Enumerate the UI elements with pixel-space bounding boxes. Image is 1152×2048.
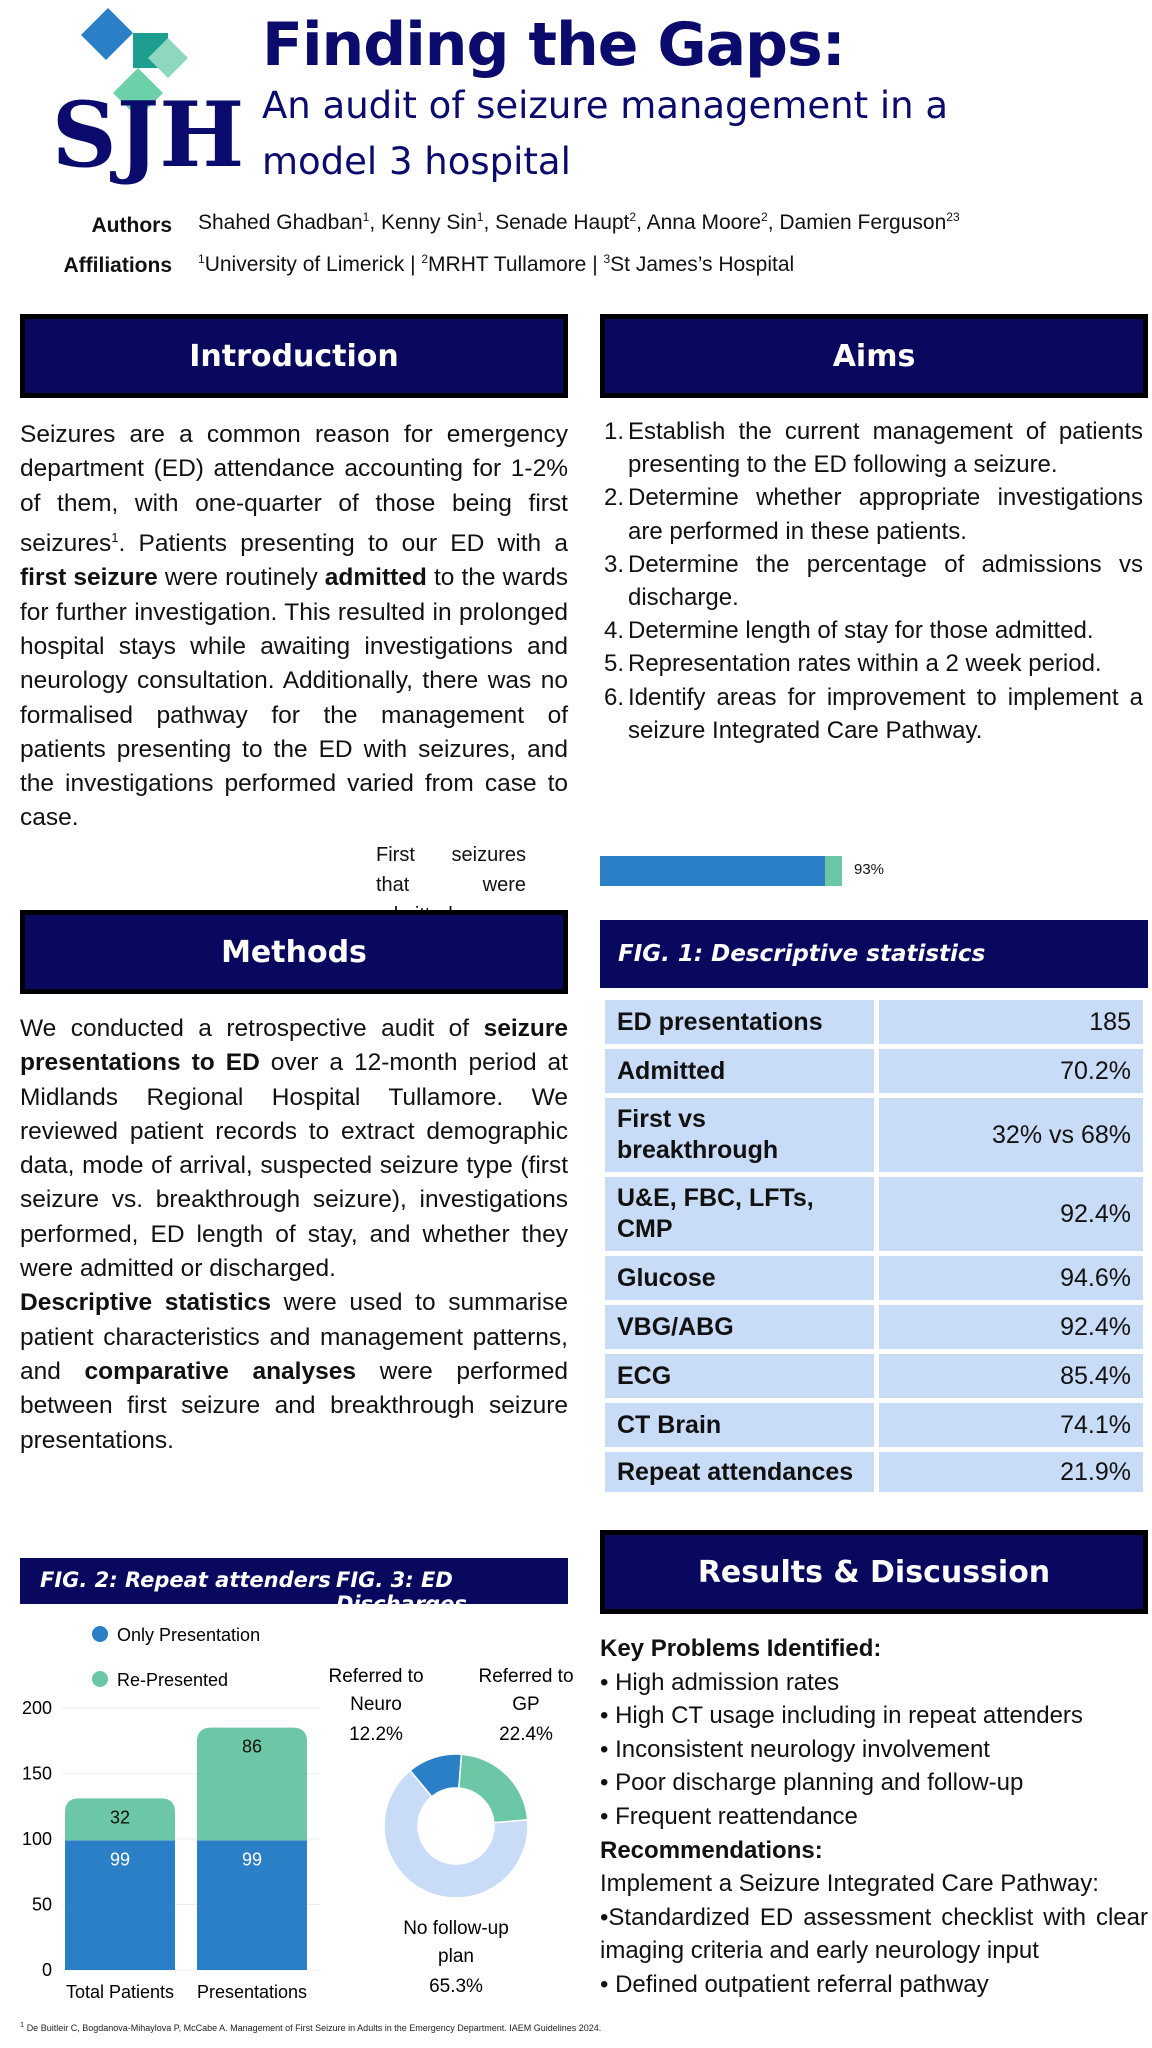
legend-swatch: [92, 1671, 108, 1687]
logo-letters: SJH: [51, 82, 245, 188]
fig1-row-label: ECG: [605, 1354, 874, 1398]
bar-value-label: 99: [109, 1849, 131, 1870]
problem-item: • Inconsistent neurology involvement: [600, 1735, 990, 1763]
recommendation-item: •Standardized ED assessment checklist with clear imaging criteria and early neurology input: [600, 1903, 1148, 1965]
fig1-row-value: 85.4%: [879, 1354, 1143, 1398]
fig1-row: [605, 1403, 1143, 1447]
y-tick-label: 200: [21, 1698, 52, 1718]
aim-number: 2.: [603, 484, 624, 512]
aim-item: [598, 415, 1143, 481]
fig1-row-label: CT Brain: [605, 1403, 874, 1447]
y-tick-label: 0: [41, 1960, 52, 1980]
bar-value-label: 99: [241, 1849, 263, 1870]
fig1-row: [605, 1354, 1143, 1398]
author-name: Senade Haupt: [495, 211, 630, 234]
bar-value-label: 32: [109, 1807, 131, 1828]
author-name: Shahed Ghadban: [198, 211, 363, 234]
first-seizures-bar: [600, 856, 842, 886]
aim-text: Representation rates within a 2 week period.: [628, 650, 1102, 678]
aim-text: Determine length of stay for those admitted.: [628, 617, 1094, 645]
author-affiliation-sup: 2: [761, 210, 768, 224]
fig1-row: [605, 1452, 1143, 1492]
affiliation-sup: 2: [421, 252, 429, 266]
problems-heading: Key Problems Identified:: [600, 1635, 882, 1662]
fig1-row-value: 185: [879, 1000, 1143, 1044]
aim-item: [598, 481, 1143, 547]
results-heading: Results & Discussion: [600, 1530, 1148, 1614]
aim-item: [598, 548, 1143, 614]
affiliation-name: St James’s Hospital: [610, 253, 795, 276]
fig1-row-value: 94.6%: [879, 1256, 1143, 1300]
aim-item: [598, 647, 1143, 680]
y-tick-label: 100: [21, 1829, 52, 1849]
legend-label: Re-Presented: [117, 1670, 229, 1690]
fig1-row-value: 70.2%: [879, 1049, 1143, 1093]
x-category-label: Total Patients: [65, 1982, 175, 2002]
author-name: Damien Ferguson: [779, 211, 947, 234]
donut-slice-percent: 65.3%: [429, 1976, 483, 1997]
poster-subtitle: An audit of seizure management in a model 3 hospital: [262, 84, 948, 183]
affiliations-list: $^1$University of Limerick | $^2$MRHT Tullamore | $^3$St James’s Hospital: [198, 252, 795, 276]
footnote: $^1$ De Buitleir C, Bogdanova-Mihaylova P, McCabe A. Management of First Seizure in Adults in the Emergency Department. IAEM Guidelines 2024.: [20, 2020, 602, 2033]
recommendations-heading: Recommendations:: [600, 1836, 823, 1864]
aim-number: 5.: [603, 650, 624, 678]
fig2-fig3-heading-bar: [20, 1558, 568, 1616]
author-affiliation-sup: 1: [362, 210, 370, 224]
first-seizures-value: 93%: [854, 861, 885, 878]
introduction-text: Seizures are a common reason for emergency department (ED) attendance accounting for 1-2% of them, with one-quarter of those being first seizures$^1$. Patients presenting to our ED with a first seizure were routinely admitted to the wards for further investigation. This resulted in prolonged hospital stays while awaiting investigations and neurology consultation. Additionally, there was no formalised pathway for the management of patients presenting to the ED with seizures, and the investigations performed varied from case to case.: [20, 421, 568, 832]
recommendation-item: Implement a Seizure Integrated Care Pathway:: [600, 1870, 1099, 1898]
author-name: Kenny Sin: [381, 211, 477, 234]
logo-blue-block: [81, 8, 133, 60]
fig1-row-label: ED presentations: [605, 1000, 874, 1044]
aim-number: 6.: [603, 683, 624, 711]
fig2-heading: FIG. 2: Repeat attenders: [40, 1568, 331, 1592]
fig3-donut-chart: [320, 1604, 580, 2004]
author-affiliation-sup: 23: [946, 210, 960, 224]
fig2-stacked-bar-chart: [0, 1604, 330, 2004]
author-name: Anna Moore: [646, 211, 761, 234]
fig1-row-label: U&E, FBC, LFTs, CMP: [605, 1177, 874, 1251]
fig1-row-value: 92.4%: [879, 1305, 1143, 1349]
fig1-row: [605, 1000, 1143, 1044]
legend-label: Only Presentation: [117, 1625, 261, 1645]
affiliation-name: MRHT Tullamore: [428, 253, 587, 276]
fig1-row: [605, 1049, 1143, 1093]
donut-slice-label: Referred to Neuro: [328, 1666, 424, 1715]
aim-item: [598, 681, 1143, 747]
affiliations-label: Affiliations: [63, 254, 172, 277]
authors-list: Shahed Ghadban$^1$, Kenny Sin$^1$, Senade Haupt$^2$, Anna Moore$^2$, Damien Ferguson$^{23}$: [198, 210, 960, 234]
fig1-row-value: 92.4%: [879, 1177, 1143, 1251]
aim-number: 3.: [603, 550, 624, 578]
fig1-row-label: Admitted: [605, 1049, 874, 1093]
methods-text: We conducted a retrospective audit of seizure presentations to ED over a 12-month period at Midlands Regional Hospital Tullamore. We reviewed patient records to extract demographic data, mode of arrival, suspected seizure type (first seizure vs. breakthrough seizure), investigations performed, ED length of stay, and whether they were admitted or discharged. Descriptive statistics were used to summarise patient characteristics and management patterns, and comparative analyses were performed between first seizure and breakthrough seizure presentations.: [20, 1015, 569, 1454]
fig1-row-value: 74.1%: [879, 1403, 1143, 1447]
problem-item: • Poor discharge planning and follow-up: [600, 1769, 1024, 1797]
donut-slice-label: No follow-up plan: [403, 1918, 509, 1967]
aim-number: 1.: [603, 418, 624, 445]
aim-text: Determine the percentage of admissions vs discharge.: [628, 550, 1143, 612]
aims-heading: Aims: [600, 314, 1148, 398]
legend-swatch: [92, 1626, 108, 1642]
aims-list: [598, 415, 1143, 747]
poster-title: Finding the Gaps:: [262, 10, 845, 80]
fig1-row-label: VBG/ABG: [605, 1305, 874, 1349]
fig1-row-label: Glucose: [605, 1256, 874, 1300]
x-category-label: Presentations: [196, 1982, 308, 2002]
fig1-row: [605, 1098, 1143, 1172]
fig3-heading: FIG. 3: ED Discharges: [336, 1568, 467, 1616]
author-affiliation-sup: 1: [476, 210, 484, 224]
aim-item: [598, 614, 1143, 647]
fig1-row-label: Repeat attendances: [605, 1452, 874, 1492]
affiliation-sup: 3: [603, 252, 611, 266]
authors-label: Authors: [91, 214, 172, 237]
y-tick-label: 50: [31, 1894, 52, 1915]
fig1-row-label: First vs breakthrough: [605, 1098, 874, 1172]
aim-number: 4.: [603, 617, 624, 645]
aim-text: Identify areas for improvement to implement a seizure Integrated Care Pathway.: [628, 683, 1143, 744]
recommendation-item: • Defined outpatient referral pathway: [600, 1970, 989, 1998]
fig1-heading: FIG. 1: Descriptive statistics: [600, 920, 1148, 988]
first-seizures-bar-fill: [600, 856, 825, 886]
fig1-row: [605, 1305, 1143, 1349]
aim-text: Determine whether appropriate investigations are performed in these patients.: [628, 484, 1143, 545]
author-affiliation-sup: 2: [629, 210, 637, 224]
hospital-logo: [51, 8, 245, 188]
problem-item: • High admission rates: [600, 1668, 840, 1696]
problem-item: • High CT usage including in repeat attenders: [600, 1702, 1083, 1730]
donut-slice: [459, 1754, 528, 1823]
first-seizures-label: First seizures that were: [376, 844, 526, 896]
fig1-row-value: 21.9%: [879, 1452, 1143, 1492]
fig1-row: [605, 1177, 1143, 1251]
aim-text: Establish the current management of patients presenting to the ED following a seizure.: [628, 418, 1143, 479]
fig1-row: [605, 1256, 1143, 1300]
problem-item: • Frequent reattendance: [600, 1802, 858, 1830]
y-tick-label: 150: [21, 1763, 52, 1784]
donut-slice-percent: 12.2%: [349, 1724, 403, 1745]
fig1-row-value: 32% vs 68%: [879, 1098, 1143, 1172]
fig1-table: [600, 995, 1148, 1497]
methods-heading: Methods: [20, 910, 568, 994]
bar-value-label: 86: [241, 1736, 263, 1757]
affiliation-sup: 1: [198, 252, 205, 266]
affiliation-name: University of Limerick: [204, 253, 405, 276]
donut-slice-label: Referred to GP: [478, 1666, 574, 1715]
introduction-heading: Introduction: [20, 314, 568, 398]
donut-slice-percent: 22.4%: [499, 1724, 553, 1745]
results-text: [600, 1632, 1148, 2002]
